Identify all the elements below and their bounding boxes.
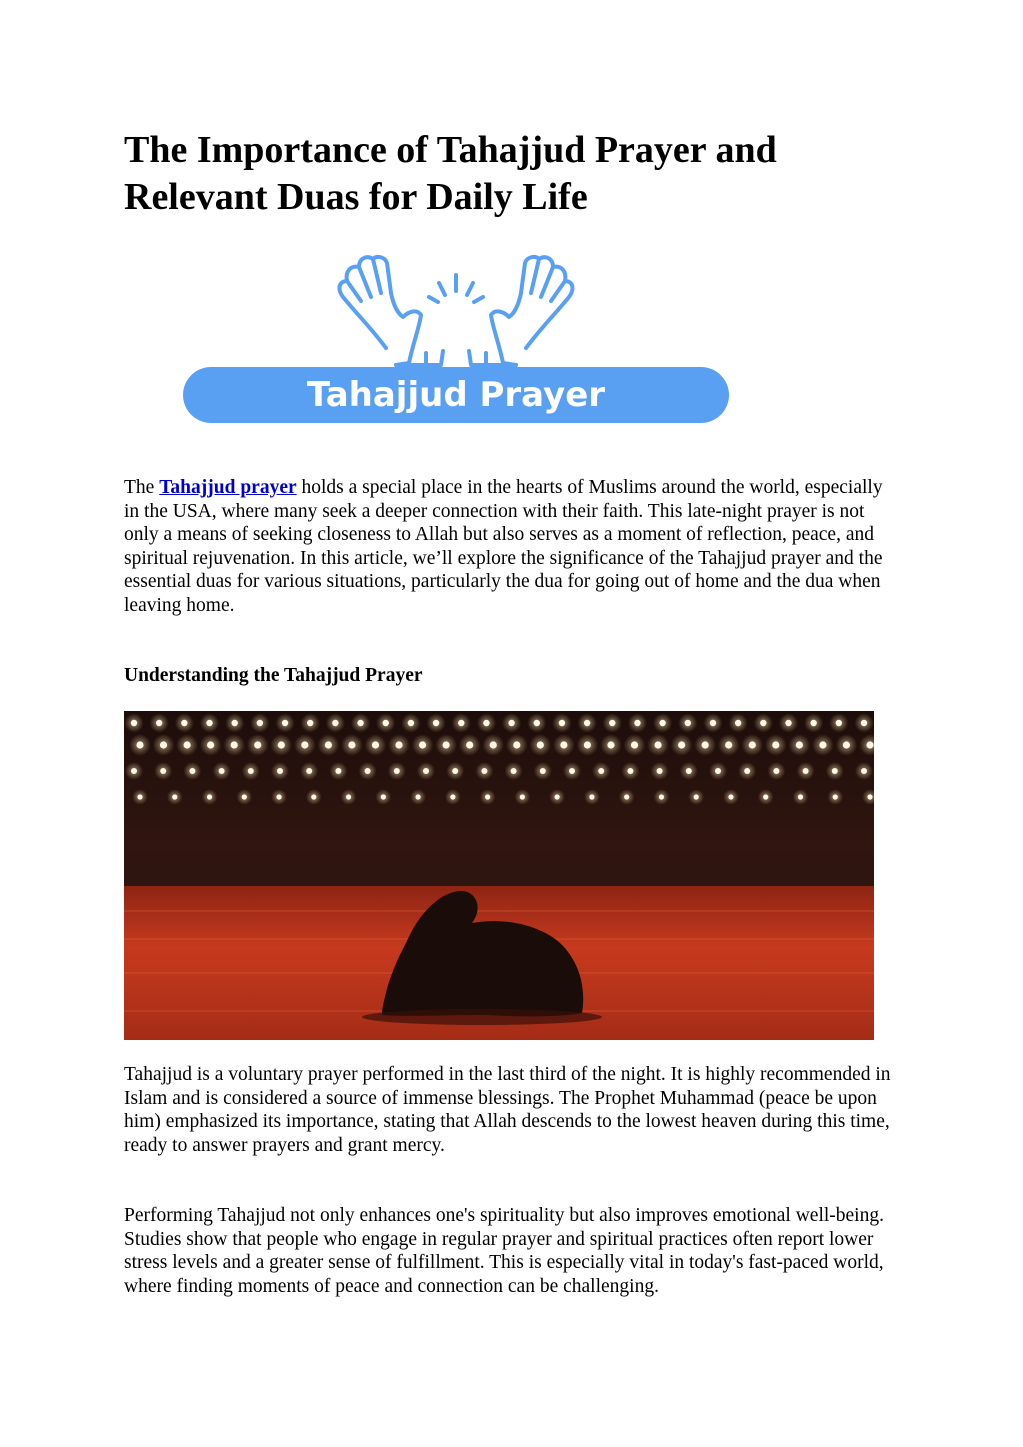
paragraph-3: Performing Tahajjud not only enhances one's spirituality but also improves emotional well-being. Studies show that people who engage in regular prayer and spiritual practices often report lower stress levels and a greater sense of fulfillment. This is especially vital in today's fast-paced world, where finding moments of peace and connection can be challenging. [124,1205,884,1297]
light-bulb [715,768,721,774]
light-bulb [372,741,379,748]
light-bulb [589,794,594,799]
light-bulb [513,741,520,748]
light-bulb [156,720,162,726]
light-bulb [423,768,429,774]
light-bulb [325,741,332,748]
tahajjud-prayer-logo [181,253,731,428]
intro-paragraph [124,476,894,618]
light-bulb [394,768,400,774]
light-bulb [348,741,355,748]
light-bulb [433,720,439,726]
light-bulb [219,768,225,774]
light-bulb [624,794,629,799]
light-bulb [395,741,402,748]
light-bulb [183,741,190,748]
mosque-prayer-photo [124,711,874,1040]
light-bulb [607,741,614,748]
light-bulb [160,768,166,774]
light-bulb [810,720,816,726]
light-bulb [725,741,732,748]
light-bulb [276,794,281,799]
light-bulb [242,794,247,799]
light-bulb [659,720,665,726]
light-bulb [481,768,487,774]
light-bulb [843,741,850,748]
light-bulb [181,720,187,726]
light-bulb [207,794,212,799]
light-bulb [678,741,685,748]
light-bulb [685,720,691,726]
light-bulb [257,720,263,726]
intro-prefix: The [124,477,160,498]
light-bulb [772,741,779,748]
light-bulb [631,741,638,748]
light-bulb [490,741,497,748]
light-bulb [569,768,575,774]
light-bulb [357,720,363,726]
light-bulb [335,768,341,774]
light-bulb [785,720,791,726]
light-bulb [408,720,414,726]
light-bulb [311,794,316,799]
light-bulb [744,768,750,774]
light-bulb [710,720,716,726]
light-bulb [248,768,254,774]
light-bulb [833,794,838,799]
light-bulb [659,794,664,799]
light-bulb [307,720,313,726]
light-bulb [137,794,142,799]
light-bulb [131,768,137,774]
light-bulb [867,794,872,799]
light-bulb [452,768,458,774]
article-title: The Importance of Tahajjud Prayer and Relevant Duas for Daily Life [124,129,777,218]
light-bulb [634,720,640,726]
paragraph-2: Tahajjud is a voluntary prayer performed in the last third of the night. It is highly recommended in Islam and is considered a source of immense blessings. The Prophet Muhammad (peace be upon him) emphasized its importance, stating that Allah descends to the lowest heaven during this time, ready to answer prayers and grant mercy. [124,1064,891,1156]
light-bulb [584,741,591,748]
light-bulb [537,741,544,748]
light-bulb [278,741,285,748]
light-bulb [836,720,842,726]
light-bulb [773,768,779,774]
tahajjud-prayer-link[interactable]: Tahajjud prayer [159,477,297,498]
light-bulb [443,741,450,748]
light-bulb [749,741,756,748]
light-bulb [346,794,351,799]
light-bulb [694,794,699,799]
light-bulb [627,768,633,774]
light-bulb [861,768,867,774]
light-bulb [172,794,177,799]
light-bulb [654,741,661,748]
light-bulb [483,720,489,726]
light-bulb [686,768,692,774]
light-bulb [282,720,288,726]
section-heading: Understanding the Tahajjud Prayer [124,665,423,686]
light-bulb [231,741,238,748]
light-bulb [332,720,338,726]
light-bulb [540,768,546,774]
light-bulb [866,741,873,748]
light-bulb [383,720,389,726]
logo-text: Tahajjud Prayer [306,375,606,415]
light-bulb [609,720,615,726]
light-bulb [131,720,137,726]
light-bulb [301,741,308,748]
light-bulb [415,794,420,799]
light-bulb [189,768,195,774]
light-bulb [861,720,867,726]
light-bulb [798,794,803,799]
light-bulb [832,768,838,774]
light-bulb [206,720,212,726]
light-bulb [508,720,514,726]
light-bulb [511,768,517,774]
praying-hands-icon [340,257,573,365]
light-bulb [735,720,741,726]
light-bulb [485,794,490,799]
intro-body: holds a special place in the hearts of Muslims around the world, especially in the USA, where many seek a deeper connection with their faith. This late-night prayer is not only a means of seeking closeness to Allah but also serves as a moment of reflection, peace, and spiritual rejuvenation. In this article, we’ll explore the significance of the Tahajjud prayer and the essential duas for various situations, particularly the dua for going out of home and the dua when leaving home. [124,477,883,616]
light-bulb [466,741,473,748]
light-bulb [728,794,733,799]
light-bulb [796,741,803,748]
light-bulb [657,768,663,774]
light-bulb [760,720,766,726]
light-bulb [555,794,560,799]
light-bulb [160,741,167,748]
light-bulb [520,794,525,799]
light-bulb [803,768,809,774]
light-bulb [136,741,143,748]
light-bulb [534,720,540,726]
light-bulb [702,741,709,748]
light-bulb [365,768,371,774]
light-bulb [381,794,386,799]
light-bulb [277,768,283,774]
light-bulb [560,741,567,748]
light-bulb [763,794,768,799]
light-bulb [819,741,826,748]
light-bulb [207,741,214,748]
light-bulb [458,720,464,726]
light-bulb [584,720,590,726]
light-bulb [450,794,455,799]
light-bulb [598,768,604,774]
light-bulb [231,720,237,726]
light-bulb [559,720,565,726]
light-bulb [306,768,312,774]
light-bulb [419,741,426,748]
light-bulb [254,741,261,748]
